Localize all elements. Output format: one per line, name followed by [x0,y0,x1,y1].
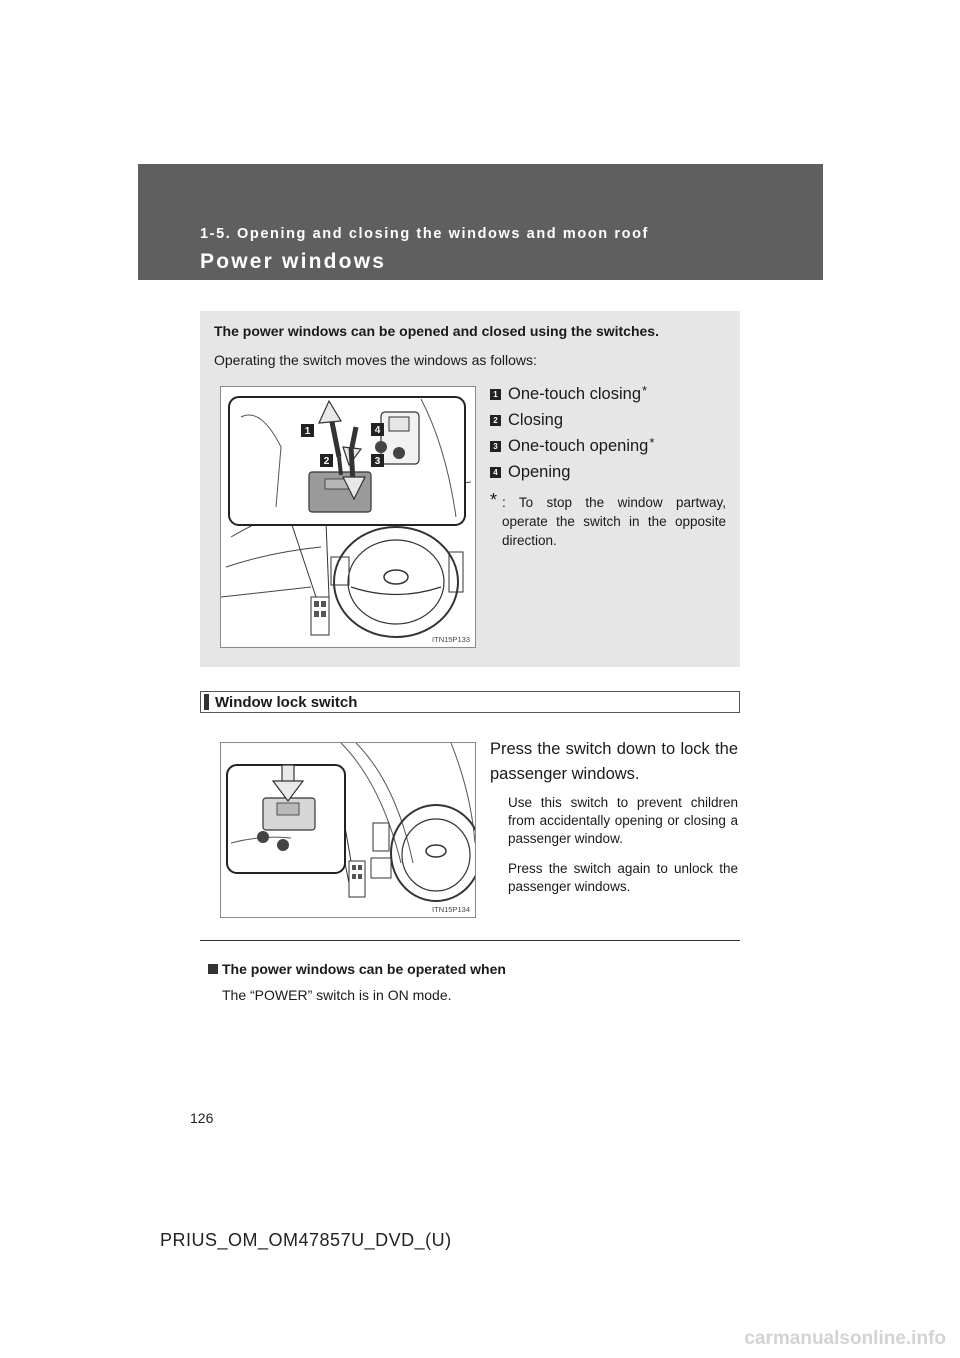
svg-text:1: 1 [304,426,311,437]
operation-label: One-touch opening [508,436,649,455]
svg-text:4: 4 [374,425,381,436]
lock-note-2: Press the switch again to unlock the passenger windows. [508,861,738,894]
watermark: carmanualsonline.info [744,1328,946,1349]
intro-box [200,311,740,667]
operation-label: One-touch closing [508,384,641,403]
lock-note-1: Use this switch to prevent children from accidentally opening or closing a passenger window. [508,795,738,846]
intro-lead: The power windows can be opened and closed using the switches. [214,323,659,339]
conditions-heading-text: The power windows can be operated when [222,961,506,977]
asterisk-mark: * [649,434,655,450]
divider [200,940,740,941]
number-badge: 3 [490,441,501,452]
window-switch-illustration [220,386,476,648]
lock-main-text: Press the switch down to lock the passenger windows. [490,740,738,783]
number-badge: 4 [490,467,501,478]
footnote [490,490,726,550]
svg-text:3: 3 [374,456,381,467]
number-badge: 1 [490,389,501,400]
conditions-body: The “POWER” switch is in ON mode. [222,987,452,1003]
heading-marker [204,694,209,710]
header-band [138,164,823,280]
page-number: 126 [190,1110,214,1126]
section-label: 1-5. Opening and closing the windows and moon roof [200,226,649,242]
intro-sub: Operating the switch moves the windows as follows: [214,352,537,368]
asterisk-mark: * [642,382,648,398]
document-code: PRIUS_OM_OM47857U_DVD_(U) [160,1230,452,1250]
svg-text:2: 2 [323,456,330,467]
list-item [490,381,730,407]
list-item [490,407,730,433]
page-title: Power windows [200,250,387,273]
figure-code: ITN15P133 [432,635,470,644]
operation-label: Opening [508,462,571,481]
operation-list [490,381,730,485]
list-item [490,433,730,459]
figure-code: ITN15P134 [432,905,470,914]
lock-switch-illustration [220,742,476,918]
square-bullet-icon [208,964,218,974]
conditions-heading [208,961,506,977]
footnote-text: : To stop the window partway, operate the switch in the opposite direction. [502,495,726,548]
heading-text: Window lock switch [215,694,358,711]
list-item [490,459,730,485]
operation-label: Closing [508,410,564,429]
footnote-mark: * [490,490,498,510]
number-badge: 2 [490,415,501,426]
window-lock-heading [200,691,740,713]
